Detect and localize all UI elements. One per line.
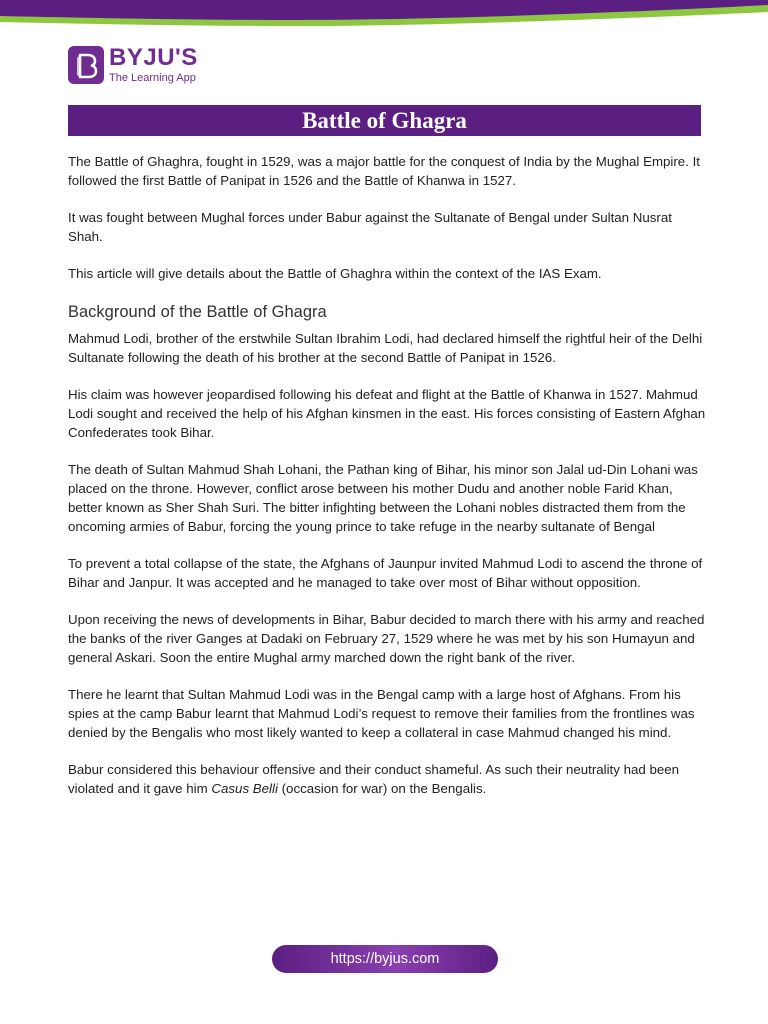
background-paragraph-4: To prevent a total collapse of the state, the Afghans of Jaunpur invited Mahmud Lodi to ascend the throne of Bihar and Janpur. It was accepted and he managed to take over most of Bihar without opposition. bbox=[68, 556, 703, 590]
paragraph-text-before: Babur considered this behaviour offensive and their conduct shameful. As such their neutrality had been violated and it gave him bbox=[68, 762, 680, 796]
article-body bbox=[68, 152, 708, 816]
brand-tagline: The Learning App bbox=[109, 72, 196, 84]
website-url: https://byjus.com bbox=[330, 951, 440, 967]
background-paragraph-7 bbox=[68, 760, 708, 798]
background-paragraph-6: There he learnt that Sultan Mahmud Lodi was in the Bengal camp with a large host of Afghans. From his spies at the camp Babur learnt that Mahmud Lodi’s request to remove their families from the frontlines was denied by the Bengalis who most likely wanted to keep a collateral in case Mahmud changed his mind. bbox=[68, 687, 695, 740]
page-title: Battle of Ghagra bbox=[302, 107, 467, 133]
top-decorative-band bbox=[0, 0, 768, 30]
title-banner bbox=[68, 105, 701, 136]
background-paragraph-5: Upon receiving the news of developments in Bihar, Babur decided to march there with his army and reached the banks of the river Ganges at Dadaki on February 27, 1529 where he was met by his son Humayun and general Askari. Soon the entire Mughal army marched down the right bank of the river. bbox=[68, 612, 705, 665]
logo-b-icon bbox=[68, 46, 104, 84]
intro-paragraph-2: It was fought between Mughal forces under Babur against the Sultanate of Bengal under Sultan Nusrat Shah. bbox=[68, 210, 672, 244]
background-paragraph-2: His claim was however jeopardised following his defeat and flight at the Battle of Khanwa in 1527. Mahmud Lodi sought and received the help of his Afghan kinsmen in the east. His forces consisting of Eastern Afghan Confederates took Bihar. bbox=[68, 387, 706, 440]
background-paragraph-3: The death of Sultan Mahmud Shah Lohani, the Pathan king of Bihar, his minor son Jalal ud-Din Lohani was placed on the throne. However, conflict arose between his mother Dudu and another noble Farid Khan, better known as Sher Shah Suri. The bitter infighting between the Lohani nobles distracted them from the oncoming armies of Babur, forcing the young prince to take refuge in the nearby sultanate of Bengal bbox=[68, 462, 698, 534]
background-paragraph-1: Mahmud Lodi, brother of the erstwhile Sultan Ibrahim Lodi, had declared himself the rightful heir of the Delhi Sultanate following the death of his brother at the second Battle of Panipat in 1526. bbox=[68, 331, 703, 365]
byjus-logo bbox=[68, 46, 228, 88]
intro-paragraph-3: This article will give details about the Battle of Ghaghra within the context of the IAS Exam. bbox=[68, 266, 602, 281]
brand-name: BYJU'S bbox=[109, 44, 198, 71]
paragraph-text-after: (occasion for war) on the Bengalis. bbox=[277, 781, 487, 796]
website-link-button[interactable] bbox=[272, 945, 498, 973]
section-heading: Background of the Battle of Ghagra bbox=[68, 303, 327, 321]
casus-belli-term: Casus Belli bbox=[211, 781, 278, 796]
intro-paragraph-1: The Battle of Ghaghra, fought in 1529, was a major battle for the conquest of India by the Mughal Empire. It followed the first Battle of Panipat in 1526 and the Battle of Khanwa in 1527. bbox=[68, 154, 700, 188]
